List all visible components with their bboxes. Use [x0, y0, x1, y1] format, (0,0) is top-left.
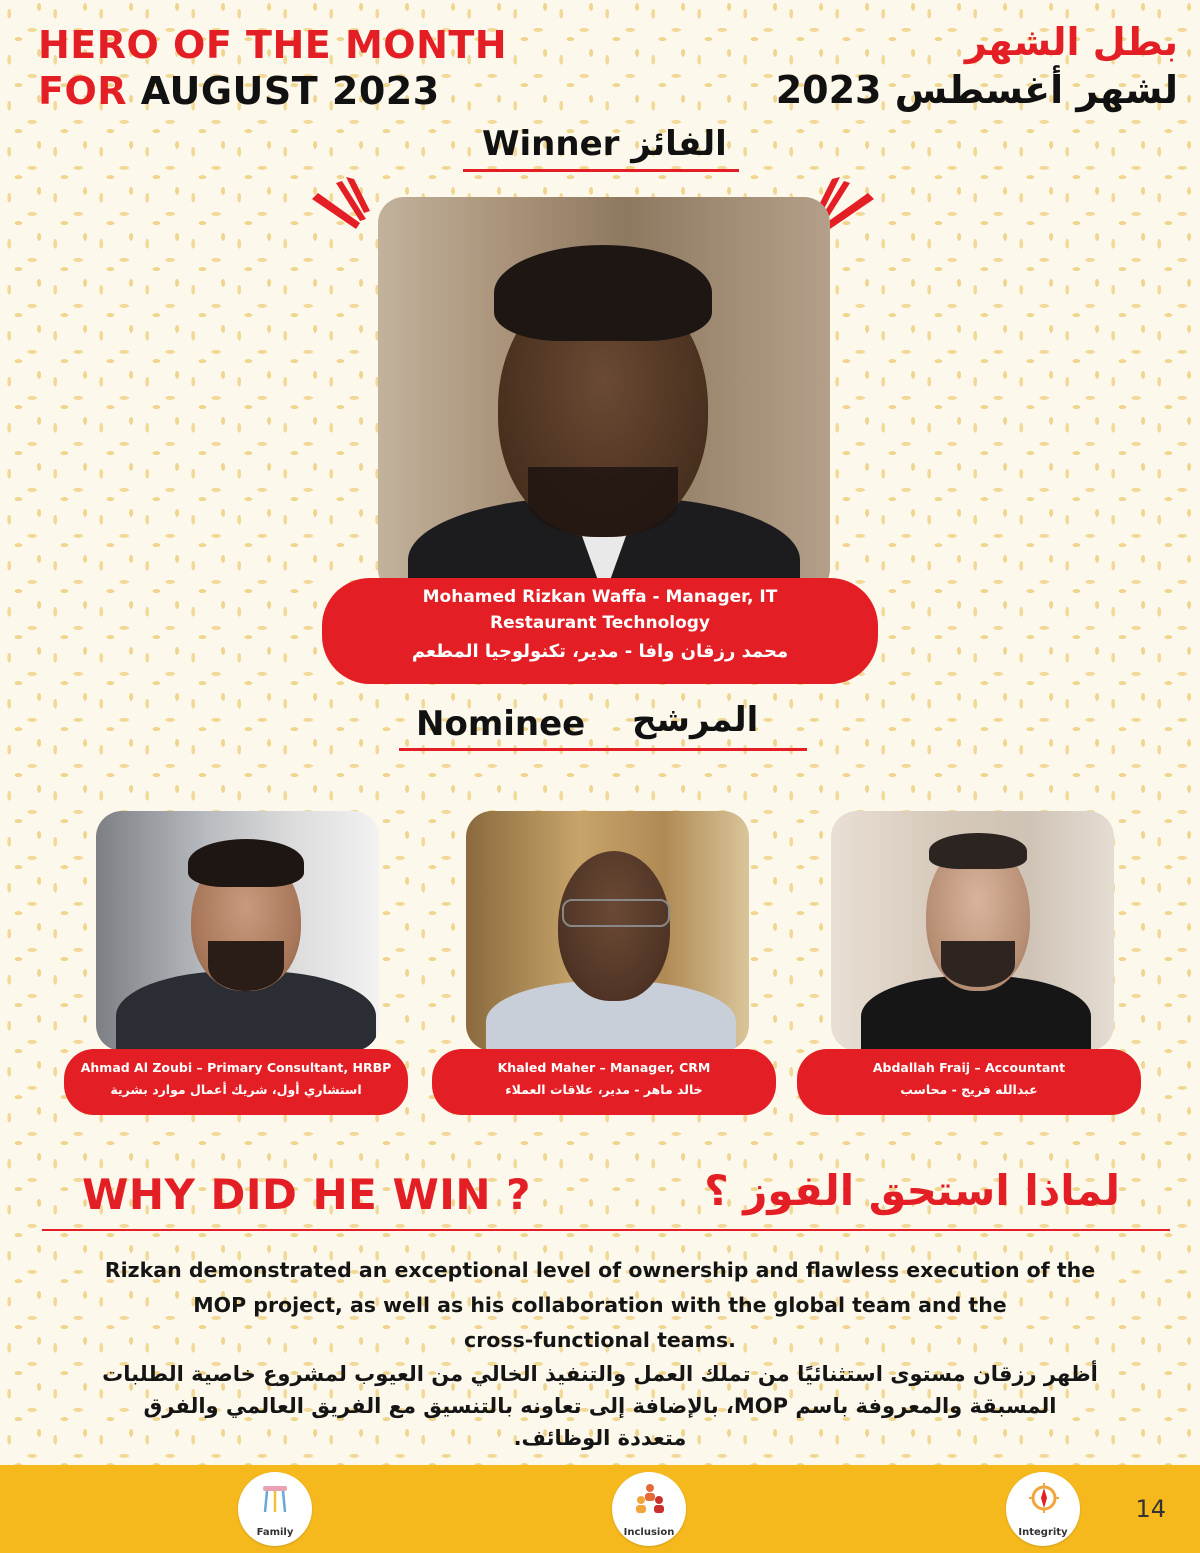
winner-photo [378, 197, 830, 595]
why-body-ar-line1: أظهر رزقان مستوى استثنائيًا من تملك العمل والتنفيذ الخالي من العيوب لمشروع خاصية الطلبات [102, 1362, 1098, 1386]
footer-bar [0, 1465, 1200, 1553]
why-body-ar-line3: متعددة الوظائف. [513, 1426, 687, 1450]
page-title-en [38, 22, 507, 114]
winner-name-en-line2: Restaurant Technology [489, 613, 711, 633]
why-body-en [40, 1253, 1160, 1358]
winner-name-badge [322, 578, 878, 684]
nominee-name-ar-1: استشاري أول، شريك أعمال موارد بشرية [110, 1082, 362, 1097]
nominee-name-badge-3 [797, 1049, 1141, 1115]
value-family [238, 1472, 312, 1546]
nominee-name-en-2: Khaled Maher – Manager, CRM [497, 1060, 711, 1075]
nominee-heading-underline [399, 748, 807, 751]
title-ar-line1: بطل الشهر [964, 20, 1178, 64]
nominee-name-ar-2: خالد ماهر - مدير، علاقات العملاء [505, 1082, 703, 1097]
stool-icon [260, 1482, 290, 1514]
winner-heading [482, 124, 727, 164]
value-inclusion [612, 1472, 686, 1546]
nominee-photo-1 [96, 811, 379, 1051]
value-integrity [1006, 1472, 1080, 1546]
why-heading-en: WHY DID HE WIN ? [82, 1170, 532, 1219]
why-body-en-line3: cross-functional teams. [464, 1328, 736, 1352]
title-month: AUGUST 2023 [140, 69, 440, 113]
nominee-photo-2 [466, 811, 749, 1051]
spark-left-icon [308, 175, 378, 235]
why-body-ar-line2: المسبقة والمعروفة باسم MOP، بالإضافة إلى تعاونه بالتنسيق مع الفريق العالمي والفرق [143, 1394, 1057, 1418]
winner-name-ar: محمد رزقان وافا - مدير، تكنولوجيا المطعم [411, 641, 789, 662]
title-for: FOR [38, 69, 128, 113]
nominee-heading-ar: المرشح [632, 700, 759, 740]
value-family-label: Family [256, 1527, 294, 1538]
why-body-en-line2: MOP project, as well as his collaboration with the global team and the [193, 1293, 1007, 1317]
winner-name-en-line1: Mohamed Rizkan Waffa - Manager, IT [422, 587, 778, 607]
nominee-name-en-1: Ahmad Al Zoubi – Primary Consultant, HRBP [80, 1060, 392, 1075]
why-heading-underline [42, 1229, 1170, 1231]
nominee-name-ar-3: عبدالله فريج - محاسب [900, 1082, 1038, 1097]
value-inclusion-label: Inclusion [623, 1527, 675, 1538]
why-body-en-line1: Rizkan demonstrated an exceptional level of ownership and flawless execution of the [104, 1258, 1096, 1282]
nominee-name-badge-2 [432, 1049, 776, 1115]
nominee-name-en-3: Abdallah Fraij – Accountant [872, 1060, 1066, 1075]
compass-icon [1028, 1482, 1060, 1514]
page-number: 14 [1135, 1495, 1166, 1523]
nominee-photo-3 [831, 811, 1114, 1051]
winner-heading-en: Winner [482, 124, 620, 164]
title-ar-line2: لشهر أغسطس 2023 [775, 68, 1178, 112]
why-body-ar [40, 1358, 1160, 1454]
why-heading-ar: لماذا استحق الفوز ؟ [704, 1166, 1120, 1215]
nominee-name-badge-1 [64, 1049, 408, 1115]
value-integrity-label: Integrity [1018, 1527, 1068, 1538]
page-title-ar [776, 18, 1178, 114]
winner-heading-ar: الفائز [631, 124, 727, 164]
winner-heading-underline [463, 169, 739, 172]
title-line1: HERO OF THE MONTH [38, 23, 508, 67]
people-icon [634, 1482, 666, 1514]
nominee-heading-en: Nominee [416, 704, 586, 744]
